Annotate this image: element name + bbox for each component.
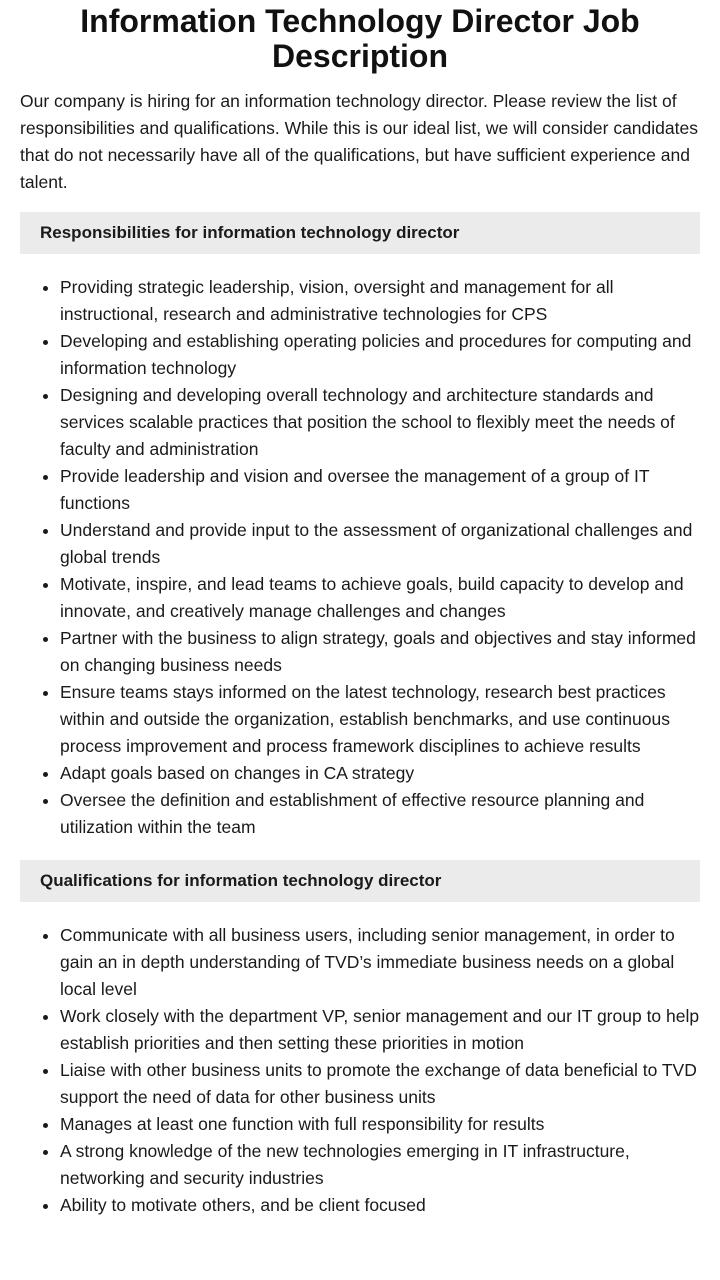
- list-item: • Work closely with the department VP, senior management and our IT group to help establish priorities and then setting these priorities in motion: [60, 1003, 700, 1057]
- list-item: • Partner with the business to align strategy, goals and objectives and stay informed on changing business needs: [60, 625, 700, 679]
- responsibilities-list: [20, 274, 700, 841]
- list-item: • Ensure teams stays informed on the latest technology, research best practices within and outside the organization, establish benchmarks, and use continuous process improvement and process framework disciplines to achieve results: [60, 679, 700, 760]
- list-item: • Motivate, inspire, and lead teams to achieve goals, build capacity to develop and innovate, and creatively manage challenges and changes: [60, 571, 700, 625]
- page-title: Information Technology Director Job Description: [80, 3, 640, 74]
- list-item: • Oversee the definition and establishment of effective resource planning and utilization within the team: [60, 787, 700, 841]
- list-item: • Understand and provide input to the assessment of organizational challenges and global trends: [60, 517, 700, 571]
- list-item: • Developing and establishing operating policies and procedures for computing and information technology: [60, 328, 700, 382]
- list-item: • Designing and developing overall technology and architecture standards and services scalable practices that position the school to flexibly meet the needs of faculty and administration: [60, 382, 700, 463]
- list-item: • A strong knowledge of the new technologies emerging in IT infrastructure, networking and security industries: [60, 1138, 700, 1192]
- intro-paragraph: Our company is hiring for an information technology director. Please review the list of responsibilities and qualifications. While this is our ideal list, we will consider candidates that do not necessarily have all of the qualifications, but have sufficient experience and talent.: [20, 91, 698, 192]
- list-item: • Provide leadership and vision and oversee the management of a group of IT functions: [60, 463, 700, 517]
- list-item: • Manages at least one function with full responsibility for results: [60, 1111, 700, 1138]
- list-item: • Ability to motivate others, and be client focused: [60, 1192, 700, 1219]
- list-item: • Liaise with other business units to promote the exchange of data beneficial to TVD support the need of data for other business units: [60, 1057, 700, 1111]
- list-item: • Communicate with all business users, including senior management, in order to gain an in depth understanding of TVD’s immediate business needs on a global local level: [60, 922, 700, 1003]
- list-item: • Providing strategic leadership, vision, oversight and management for all instructional, research and administrative technologies for CPS: [60, 274, 700, 328]
- responsibilities-heading: Responsibilities for information technology director: [20, 212, 700, 254]
- qualifications-list: [20, 922, 700, 1219]
- list-item: • Adapt goals based on changes in CA strategy: [60, 760, 700, 787]
- qualifications-heading: Qualifications for information technology director: [20, 860, 700, 902]
